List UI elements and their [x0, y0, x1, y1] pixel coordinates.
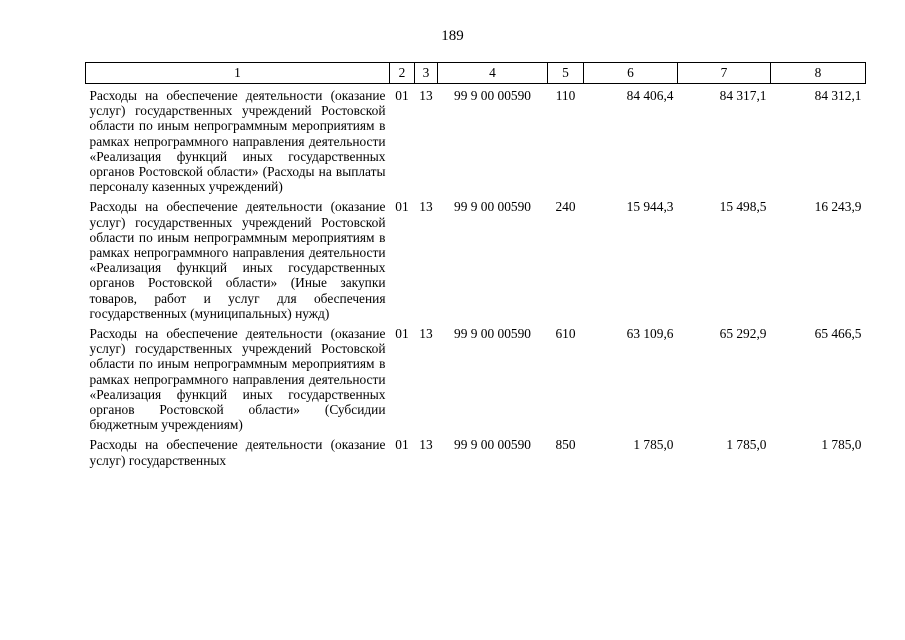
- amount-cell: 1 785,0: [633, 437, 674, 453]
- section-code: 01: [395, 88, 409, 103]
- subsection-code: 13: [419, 199, 433, 215]
- header-cell: 2: [390, 63, 415, 84]
- table-row: [86, 195, 866, 322]
- page-number: 189: [441, 28, 464, 44]
- section-code: 01: [395, 437, 409, 453]
- target-article-code: 99 9 00 00590: [454, 88, 531, 103]
- amount-cell: 63 109,6: [626, 326, 674, 342]
- amount-cell: 84 317,1: [719, 88, 767, 103]
- section-code: 01: [395, 326, 409, 342]
- expense-type-code: 110: [555, 88, 576, 103]
- table-row: [86, 433, 866, 468]
- header-cell: 6: [584, 63, 678, 84]
- subsection-code: 13: [419, 326, 433, 342]
- header-cell: 3: [415, 63, 438, 84]
- amount-cell: 84 406,4: [626, 88, 674, 103]
- header-cell: 1: [86, 63, 390, 84]
- row-description: Расходы на обеспечение деятельности (оказание услуг) государственных: [89, 437, 386, 468]
- expense-type-code: 610: [555, 326, 576, 342]
- section-code: 01: [395, 199, 409, 215]
- amount-cell: 15 498,5: [719, 199, 767, 215]
- table-row: [86, 322, 866, 433]
- amount-cell: 15 944,3: [626, 199, 674, 215]
- row-description: Расходы на обеспечение деятельности (оказание услуг) государственных учреждений Ростовской области по иным непрограммным мероприятиям в рамках непрограммного направления деятельности «Реализация функций иных государственных органов Ростовской области» (Расходы на выплаты персоналу казенных учреждений): [89, 88, 386, 195]
- header-cell: 7: [678, 63, 771, 84]
- budget-table: [85, 62, 866, 469]
- target-article-code: 99 9 00 00590: [454, 437, 531, 453]
- header-cell: 5: [548, 63, 584, 84]
- amount-cell: 84 312,1: [814, 88, 862, 103]
- subsection-code: 13: [419, 88, 433, 103]
- amount-cell: 65 292,9: [719, 326, 767, 342]
- header-cell: 8: [771, 63, 866, 84]
- expense-type-code: 850: [555, 437, 576, 453]
- target-article-code: 99 9 00 00590: [454, 199, 531, 215]
- subsection-code: 13: [419, 437, 433, 453]
- amount-cell: 1 785,0: [821, 437, 862, 453]
- amount-cell: 1 785,0: [726, 437, 767, 453]
- header-cell: 4: [438, 63, 548, 84]
- amount-cell: 16 243,9: [814, 199, 862, 215]
- target-article-code: 99 9 00 00590: [454, 326, 531, 342]
- table-row: [86, 84, 866, 196]
- row-description: Расходы на обеспечение деятельности (оказание услуг) государственных учреждений Ростовской области по иным непрограммным мероприятиям в рамках непрограммного направления деятельности «Реализация функций иных государственных органов Ростовской области» (Иные закупки товаров, работ и услуг для обеспечения государственных (муниципальных) нужд): [89, 199, 386, 321]
- expense-type-code: 240: [555, 199, 576, 215]
- row-description: Расходы на обеспечение деятельности (оказание услуг) государственных учреждений Ростовской области по иным непрограммным мероприятиям в рамках непрограммного направления деятельности «Реализация функций иных государственных органов Ростовской области» (Субсидии бюджетным учреждениям): [89, 326, 386, 433]
- header-row: [86, 63, 866, 84]
- amount-cell: 65 466,5: [814, 326, 862, 342]
